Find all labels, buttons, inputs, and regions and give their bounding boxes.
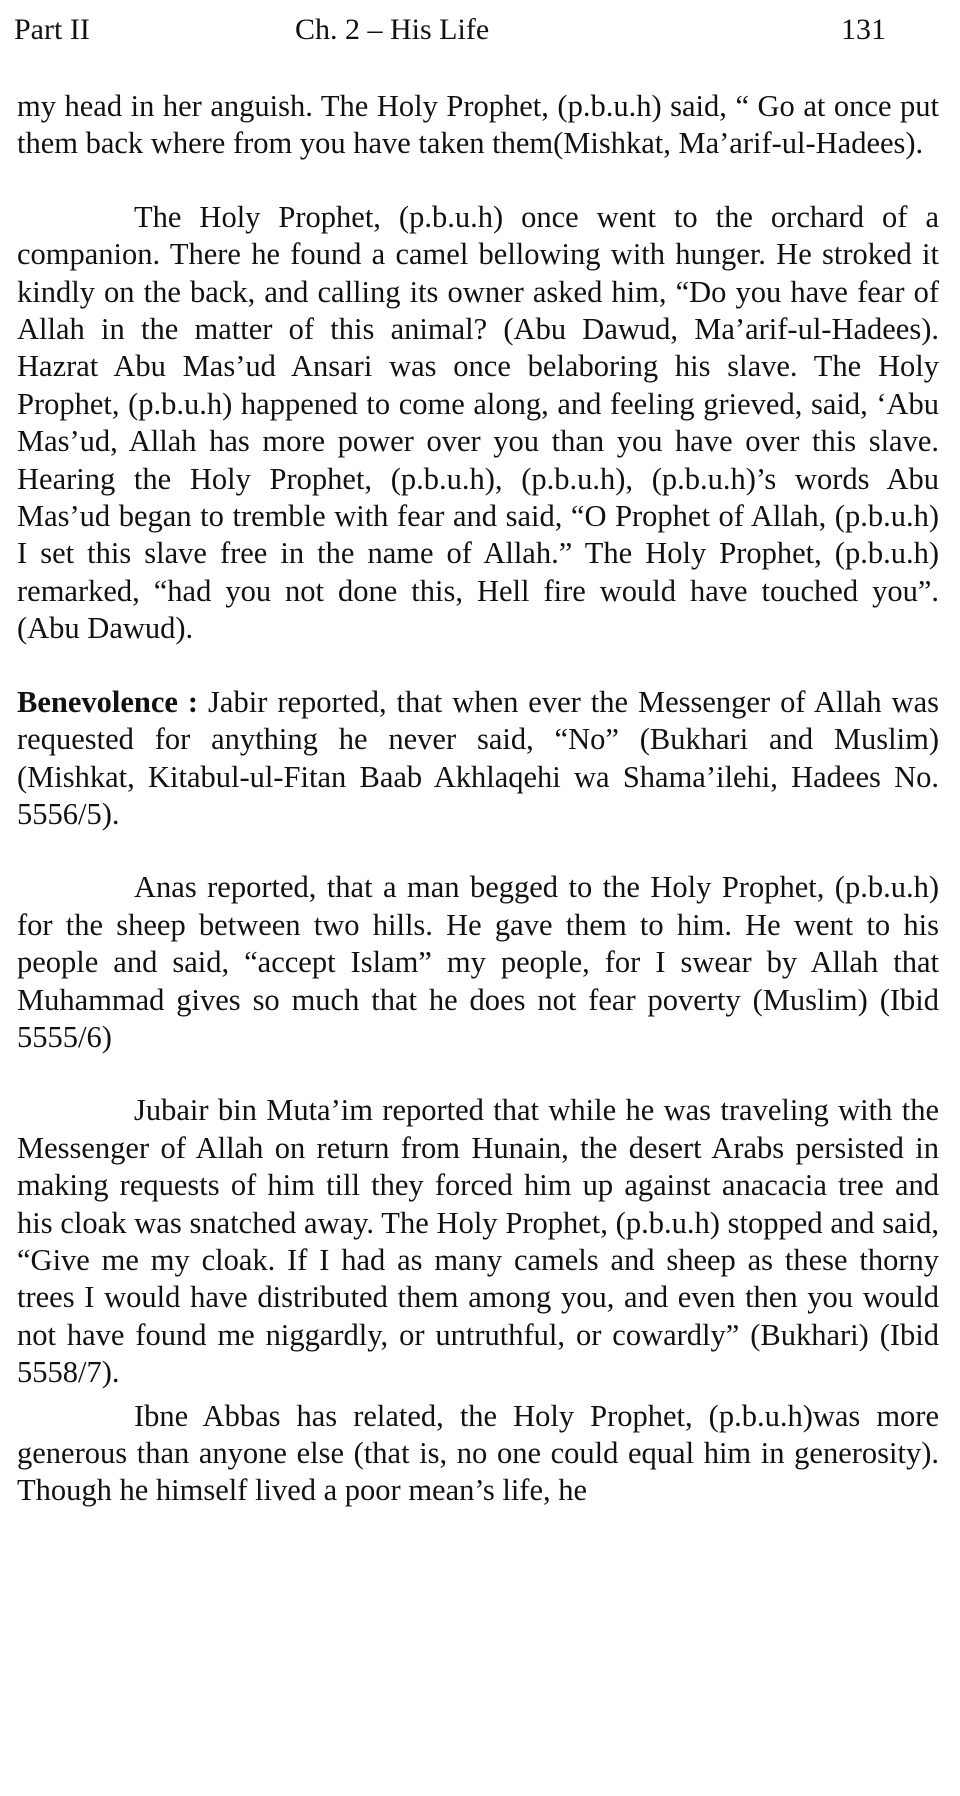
section-heading-benevolence: Benevolence : [17,684,199,719]
paragraph-benevolence [17,684,939,834]
paragraph-text: my head in her anguish. The Holy Prophet, (p.b.u.h) said, “ Go at once put them back where from you have taken them(Mishkat, Ma’arif-ul-Hadees). [17,89,939,161]
paragraph-text: Ibne Abbas has related, the Holy Prophet, (p.b.u.h)was more generous than anyone else (that is, no one could equal him in generosity). Though he himself lived a poor mean’s life, he [17,1398,939,1508]
paragraph-continuation [17,88,939,163]
paragraph-text: Anas reported, that a man begged to the Holy Prophet, (p.b.u.h) for the sheep between two hills. He gave them to him. He went to his people and said, “accept Islam” my people, for I swear by Allah that Muhammad gives so much that he does not fear poverty (Muslim) (Ibid 5555/6) [17,870,939,1054]
chapter-title: Ch. 2 – His Life [295,13,490,46]
paragraph-ibne-abbas [17,1398,939,1510]
paragraph-text: The Holy Prophet, (p.b.u.h) once went to the orchard of a companion. There he found a camel bellowing with hunger. He stroked it kindly on the back, and calling its owner asked him, “Do you have fear of Allah in the matter of this animal? (Abu Dawud, Ma’arif-ul-Hadees). Hazrat Abu Mas’ud Ansari was once belaboring his slave. The Holy Prophet, (p.b.u.h) happened to come along, and feeling grieved, said, ‘Abu Mas’ud, Allah has more power over you than you have over this slave. Hearing the Holy Prophet, (p.b.u.h), (p.b.u.h), (p.b.u.h)’s words Abu Mas’ud began to tremble with fear and said, “O Prophet of Allah, (p.b.u.h) I set this slave free in the name of Allah.” The Holy Prophet, (p.b.u.h) remarked, “had you not done this, Hell fire would have touched you”. (Abu Dawud). [17,199,939,646]
page-header [14,6,946,54]
paragraph-camel [17,199,939,648]
paragraph-text: Jabir reported, that when ever the Messenger of Allah was requested for anything he never said, “No” (Bukhari and Muslim) (Mishkat, Kitabul-ul-Fitan Baab Akhlaqehi wa Shama’ilehi, Hadees No. 5556/5). [17,684,939,831]
paragraph-jubair [17,1092,939,1391]
paragraph-anas [17,869,939,1056]
page-body [17,88,939,1510]
part-label: Part II [14,13,90,46]
paragraph-text: Jubair bin Muta’im reported that while he was traveling with the Messenger of Allah on return from Hunain, the desert Arabs persisted in making requests of him till they forced him up against anacacia tree and his cloak was snatched away. The Holy Prophet, (p.b.u.h) stopped and said, “Give me my cloak. If I had as many camels and sheep as these thorny trees I would have distributed them among you, and even then you would not have found me niggardly, or untruthful, or cowardly” (Bukhari) (Ibid 5558/7). [17,1093,939,1390]
page-number: 131 [841,13,886,46]
